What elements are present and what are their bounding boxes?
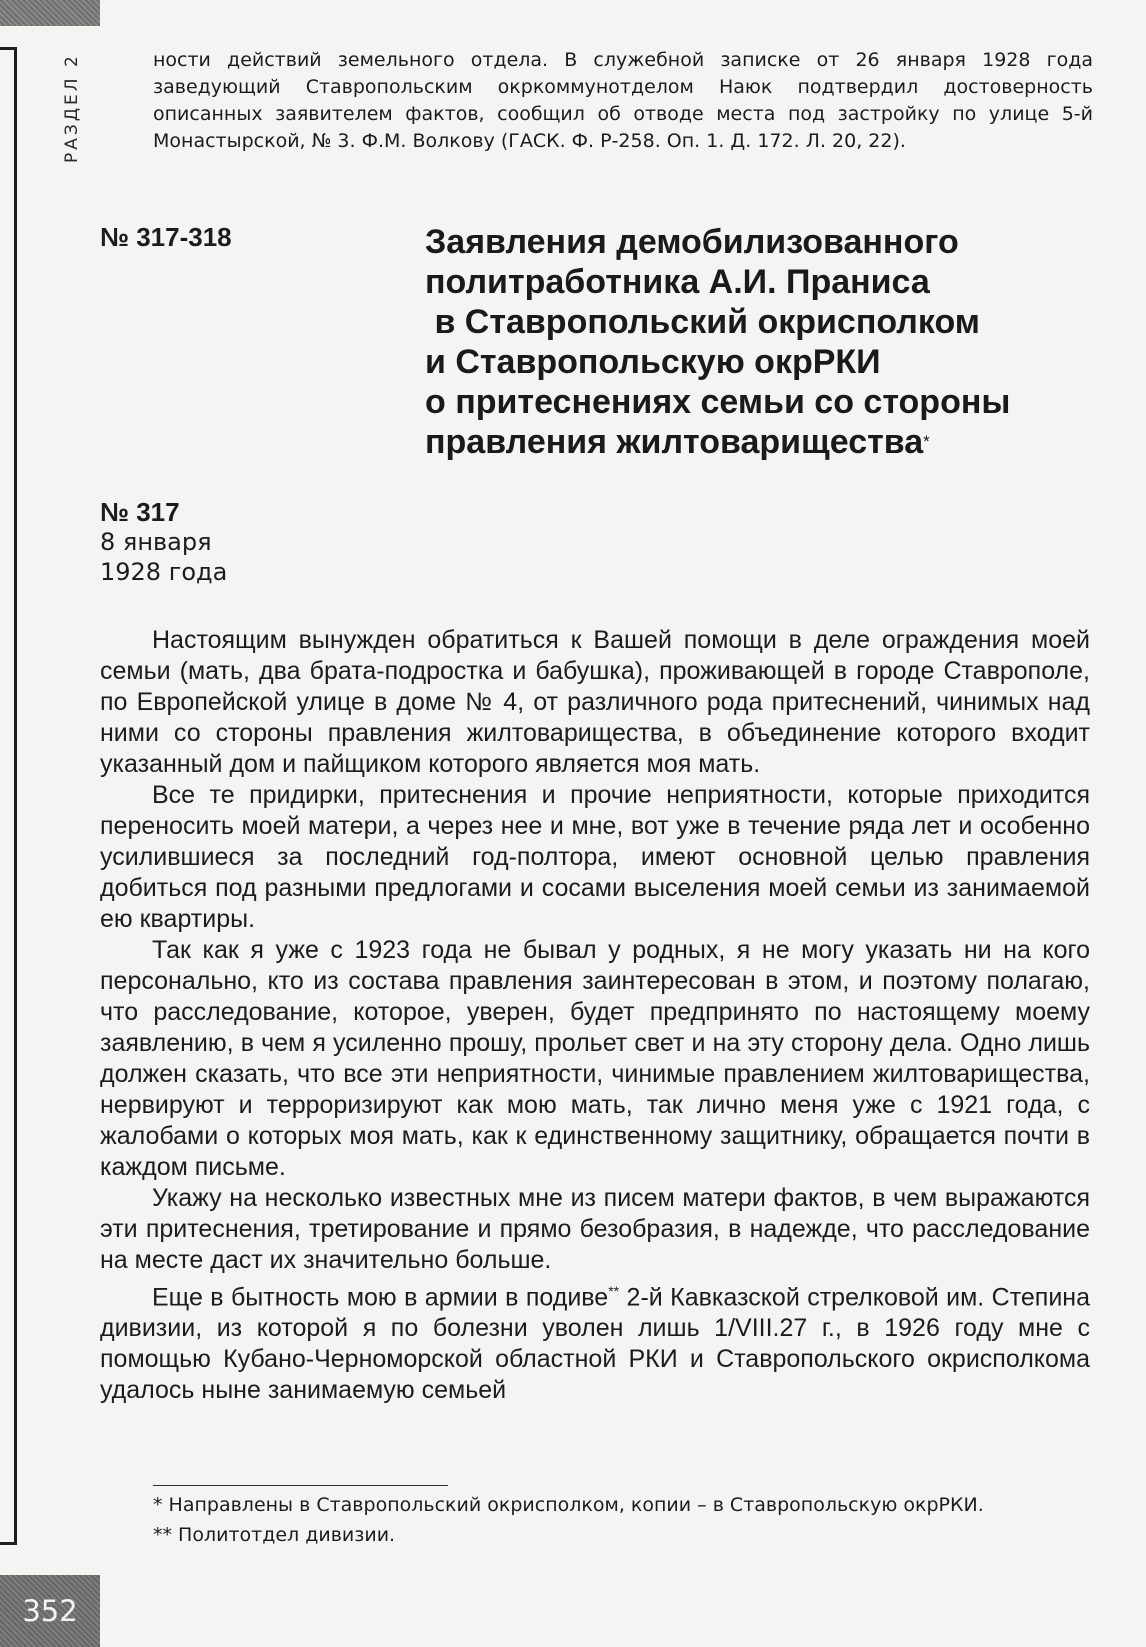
side-frame-bracket <box>0 47 17 1545</box>
heading-title-line: Заявления демобилизованного <box>425 223 959 261</box>
footnotes <box>153 1490 1093 1550</box>
body-paragraph: Все те придирки, притеснения и прочие неприятности, которые приходится переносить моей матери, а через нее и мне, вот уже в течение ряда лет и особенно усилившиеся за последний год-полтора, имеют основной целью правления добиться под разными предлогами и сосами выселения моей семьи из занимаемой ею квартиры. <box>100 781 1090 933</box>
body-paragraph: Еще в бытность мою в армии в подиве** 2-й Кавказской стрелковой им. Степина дивизии, из которой я по болезни уволен лишь 1/VIII.27 г., в 1926 году мне с помощью Кубано-Черноморской областной РКИ и Ставропольского окрисполкома удалось ныне занимаемую семьей <box>100 1283 1091 1405</box>
document-date-year: 1928 года <box>100 558 228 586</box>
document-body <box>100 625 1090 1406</box>
page-number: 352 <box>0 1575 100 1647</box>
heading-number: № 317-318 <box>100 222 232 252</box>
document-number: № 317 <box>100 497 180 527</box>
heading-title-line: правления жилтоварищества* <box>425 423 930 461</box>
footnote-mark: * <box>923 432 930 451</box>
footnote-divider <box>153 1485 448 1486</box>
footnote-ref: ** <box>608 1283 620 1299</box>
heading-title-line: о притеснениях семьи со стороны <box>425 383 1011 421</box>
heading-title-line: и Ставропольскую окрРКИ <box>425 343 881 381</box>
body-paragraph: Настоящим вынужден обратиться к Вашей помощи в деле ограждения моей семьи (мать, два брата-подростка и бабушка), проживающей в городе Ставрополе, по Европейской улице в доме № 4, от различного рода притеснений, чинимых над ними со стороны правления жилтоварищества, в объединение которого входит указанный дом и пайщиком которого является моя мать. <box>100 626 1090 778</box>
footnote: ** Политотдел дивизии. <box>153 1524 396 1546</box>
heading-title <box>425 222 1125 462</box>
top-corner-tab <box>0 0 100 26</box>
heading-title-line: политработника А.И. Праниса <box>425 263 930 301</box>
intro-paragraph: ности действий земельного отдела. В служебной записке от 26 января 1928 года заведующий Ставропольским окркоммунотделом Наюк подтвердил достоверность описанных заявителем фактов, сообщил об отводе места под застройку по улице 5-й Монастырской, № 3. Ф.М. Волкову (ГАСК. Ф. Р-258. Оп. 1. Д. 172. Л. 20, 22). <box>153 49 1093 152</box>
heading-title-line: в Ставропольский окрисполком <box>425 303 980 341</box>
footnote: * Направлены в Ставропольский окрисполком, копии – в Ставропольскую окрРКИ. <box>153 1494 984 1516</box>
document-date-day: 8 января <box>100 528 212 556</box>
body-paragraph: Так как я уже с 1923 года не бывал у родных, я не могу указать ни на кого персонально, кто из состава правления заинтересован в этом, и поэтому полагаю, что расследование, которое, уверен, будет предпринято по настоящему моему заявлению, в чем я усиленно прошу, прольет свет и на эту сторону дела. Одно лишь должен сказать, что все эти неприятности, чинимые правлением жилтоварищества, нервируют и терроризируют как мою мать, так лично меня уже с 1921 года, с жалобами о которых моя мать, как к единственному защитнику, обращается почти в каждом письме. <box>100 936 1090 1181</box>
body-paragraph: Укажу на несколько известных мне из писем матери фактов, в чем выражаются эти притеснения, третирование и прямо безобразия, в надежде, что расследование на месте даст их значительно больше. <box>100 1184 1090 1274</box>
document-meta <box>100 497 227 587</box>
